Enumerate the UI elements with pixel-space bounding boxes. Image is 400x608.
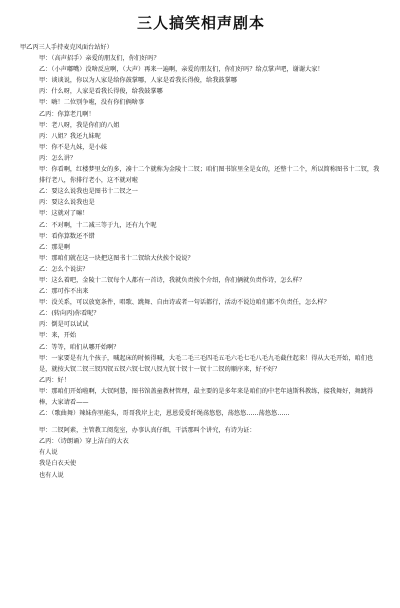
script-line: 有人说 [39,449,58,457]
script-line: 乙：(转向丙)你看呢？ [39,310,100,318]
script-line: 也有人说 [39,471,64,479]
script-line: 丙：什么呀，人家是看我长得俊，给我鼓掌哪 [39,88,163,96]
script-line: 乙：（歌曲舞）辣妹你里能头，哥哥我岸上走，恩恩爱爱纤绳荡悠悠，荡悠悠……荡悠悠…… [39,410,290,418]
script-line: 乙：那可作不出来 [39,288,89,296]
script-line: 甲：这就对了嘛！ [39,210,89,218]
script-line: 甲乙丙三人手持麦克风面台站好） [20,44,113,51]
script-line: 乙：不对啊，十二减三等于九，还有九个呢 [39,221,157,229]
script-line: 乙丙：好！ [39,376,70,384]
script-line: 甲：这么着吧，金陵十二钗每个人都有一首诗，我就负责挨个介绍，你们俩就负责作诗，怎么样？ [39,276,306,284]
script-line: 我是白衣天使 [39,460,77,468]
script-line: 甲：谈谈说，你以为人家是给你鼓掌哪，人家是看我长得俊，给我鼓掌哪 [39,77,237,85]
script-line: 甲：你不是九妹，是小妹 [39,143,108,151]
script-line: 丙：怎么讲？ [39,154,77,162]
script-line: 乙：要这么说我也是图书十二钗之一 [39,188,138,196]
script-line: 乙丙：你算老几啊！ [39,110,95,118]
script-line: 甲：（高声招手）亲爱的朋友们，你们好吗？ [39,55,160,63]
script-line: 甲：你看啊，红楼梦里女的多，凑十二个就称为金陵十二钗；咱们图书馆里全是女的，还整十二个，所以简称图书十二钗，我排行老八，你排行老小，这不就对啦 [39,166,380,185]
script-body [20,42,382,481]
script-line: 甲：看你算数还不错 [39,232,95,240]
script-line: 乙：怎么个说法？ [39,265,89,273]
script-line: 甲：来，开始 [39,332,77,340]
page-title: 三人搞笑相声剧本 [136,14,265,32]
script-line: 甲：一家要是有九个孩子，喊起床的时候得喊，大毛二毛三毛四毛五毛六毛七毛八毛九毛截住起来！得从大毛开始，咱们也是，就按大钗二钗三钗四钗五钗六钗七钗八钗九钗十钗十一钗十二钗的顺序来，好不好？ [39,354,374,373]
script-line: 甲：那咱们就在这一块把这图书十二钗给大伙挨个说说？ [39,254,194,262]
script-line: 甲：老八呀，我是你们的八姐 [39,121,120,129]
script-line: 乙：（小声嘟嘴）没啥反应啊，（大声）再来一遍啊，亲爱的朋友们，你们好吗？给点掌声吧，谢谢大家！ [39,66,324,74]
script-line: 丙：八姐？我还九妹呢 [39,132,101,140]
script-line: 甲：嗨！二位别争啦，没有你们俩啥事 [39,99,145,107]
script-line: 丙：倒是可以试试 [39,321,89,329]
script-line: 甲：二钗阿素，主管教工阅览室，办事认真仔细，干活那叫个讲究，有诗为证： [39,427,256,435]
script-line: 乙丙：（诗朗诵）穿上洁白的大衣 [39,438,129,446]
script-line: 乙：那是啊 [39,243,70,251]
script-line: 甲：那咱们开始啦啊，大钗阿慧，图书馆盖童教材管理，最主要的是多年来是咱们的中老年迪斯科教练，接我舞好，舞跳得棒，大家请看—— [39,387,374,406]
script-line: 丙：要这么说我也是 [39,199,95,207]
script-line: 乙：等等，咱们从哪开始啊？ [39,343,120,351]
script-line: 甲：没关系，可以放宽条件，唱歌、跳舞、自由诗或者一句话都行，活动不说边咱们都不负责任，怎么样？ [39,299,330,307]
